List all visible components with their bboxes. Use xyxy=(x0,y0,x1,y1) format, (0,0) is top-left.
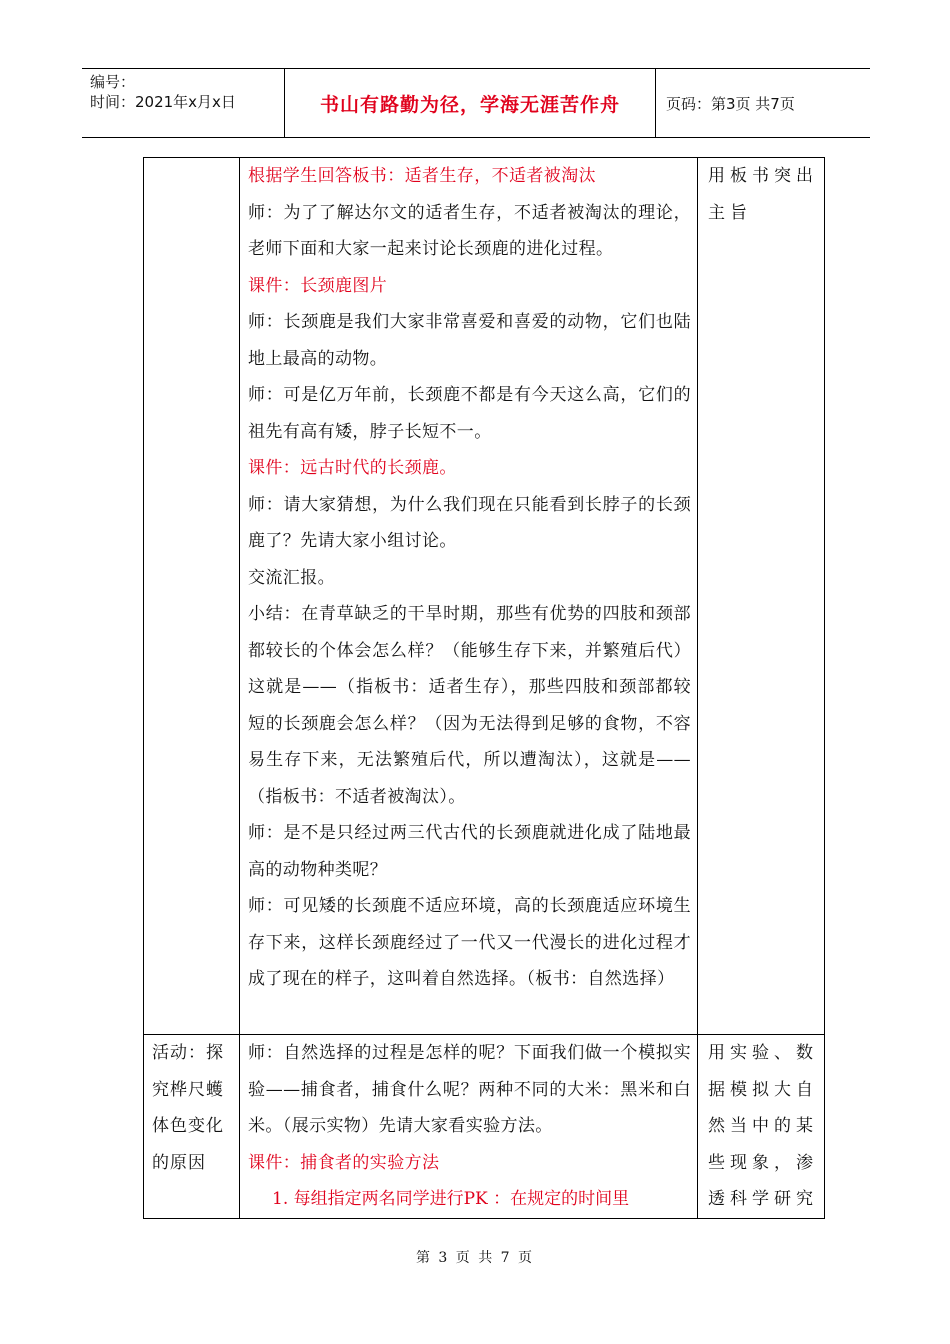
paragraph: 师：长颈鹿是我们大家非常喜爱和喜爱的动物，它们也陆地上最高的动物。 xyxy=(248,312,691,369)
page-header xyxy=(82,68,870,138)
paragraph: 师：可是亿万年前，长颈鹿不都是有今天这么高，它们的祖先有高有矮，脖子长短不一。 xyxy=(248,385,691,442)
header-motto: 书山有路勤为径，学海无涯苦作舟 xyxy=(284,69,656,137)
header-page-code: 页码：第3页 共7页 xyxy=(666,94,795,113)
activity-cell xyxy=(144,158,240,1035)
highlight-paragraph: 课件：长颈鹿图片 xyxy=(248,275,388,296)
paragraph: 师：可见矮的长颈鹿不适应环境，高的长颈鹿适应环境生存下来，这样长颈鹿经过了一代又一代漫长的进化过程才成了现在的样子，这叫着自然选择。（板书：自然选择） xyxy=(248,896,691,989)
paragraph: 师：是不是只经过两三代古代的长颈鹿就进化成了陆地最高的动物种类呢？ xyxy=(248,823,691,880)
paragraph: 师：请大家猜想，为什么我们现在只能看到长脖子的长颈鹿了？先请大家小组讨论。 xyxy=(248,494,691,551)
content-paragraphs xyxy=(240,1035,697,1181)
activity-text: 活动：探究桦尺蠖体色变化的原因 xyxy=(152,1043,224,1173)
lesson-table xyxy=(143,157,825,1219)
intent-text: 用实验、数据模拟大自然当中的某些现象，渗透科学研究 xyxy=(708,1043,818,1209)
activity-cell xyxy=(144,1035,240,1219)
paragraph: 师：为了了解达尔文的适者生存，不适者被淘汰的理论，老师下面和大家一起来讨论长颈鹿的进化过程。 xyxy=(248,202,691,259)
table-row xyxy=(144,1035,825,1219)
list-item: 1. 每组指定两名同学进行PK ：在规定的时间里 xyxy=(272,1189,630,1209)
time-label: 时间：2021年x月x日 xyxy=(90,93,236,111)
paragraph: 交流汇报。 xyxy=(248,567,335,588)
highlight-paragraph: 课件：捕食者的实验方法 xyxy=(248,1152,440,1173)
intent-text: 用板书突出主旨 xyxy=(708,166,818,223)
page-footer: 第 3 页 共 7 页 xyxy=(415,1250,535,1266)
content-cell xyxy=(240,1035,698,1219)
highlight-paragraph: 课件：远古时代的长颈鹿。 xyxy=(248,458,457,478)
intent-cell xyxy=(698,1035,825,1219)
intent-cell xyxy=(698,158,825,1035)
number-label: 编号： xyxy=(90,73,136,91)
content-paragraphs xyxy=(240,158,697,998)
highlight-paragraph: 根据学生回答板书：适者生存，不适者被淘汰 xyxy=(248,166,596,186)
paragraph: 小结：在青草缺乏的干旱时期，那些有优势的四肢和颈部都较长的个体会怎么样？（能够生存下来，并繁殖后代）这就是——（指板书：适者生存），那些四肢和颈部都较短的长颈鹿会怎么样？（因为无法得到足够的食物，不容易生存下来，无法繁殖后代，所以遭淘汰），这就是——（指板书：不适者被淘汰）。 xyxy=(248,604,691,807)
table-row xyxy=(144,158,825,1035)
content-cell xyxy=(240,158,698,1035)
paragraph: 师：自然选择的过程是怎样的呢？下面我们做一个模拟实验——捕食者，捕食什么呢？两种不同的大米：黑米和白米。（展示实物）先请大家看实验方法。 xyxy=(248,1043,691,1136)
header-meta xyxy=(82,69,284,137)
